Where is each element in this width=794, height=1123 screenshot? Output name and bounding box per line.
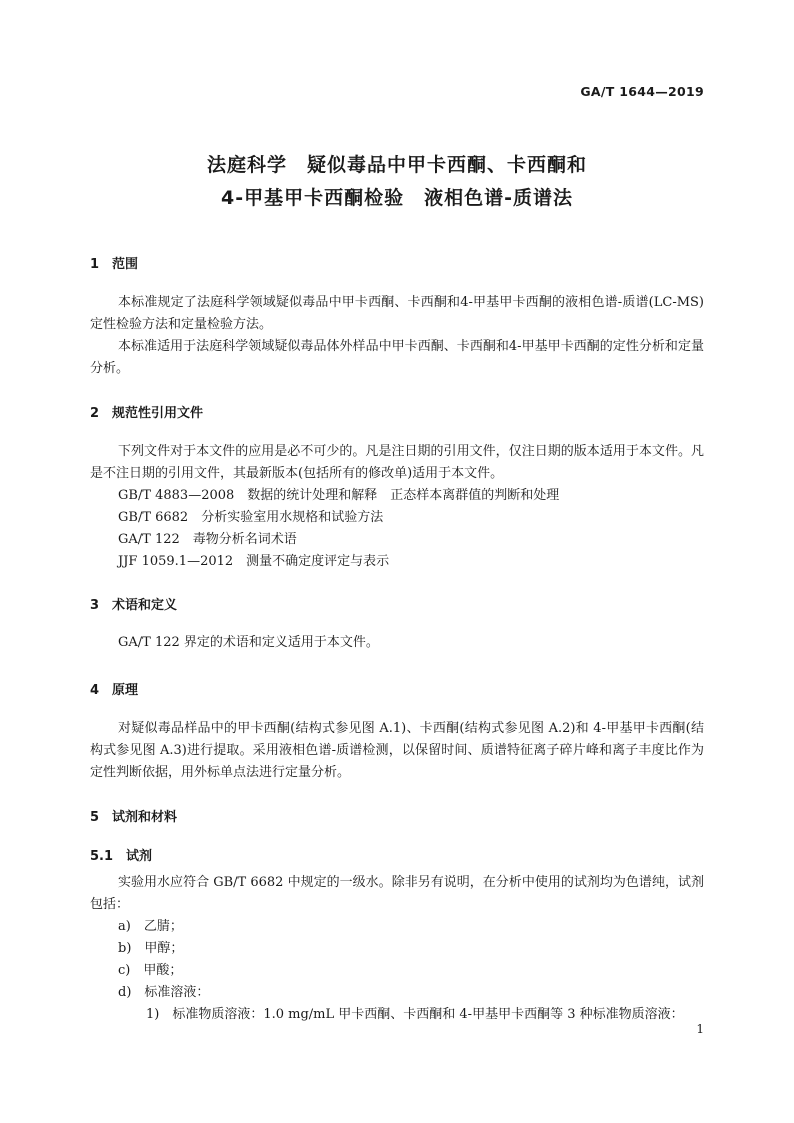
reference-item: JJF 1059.1—2012 测量不确定度评定与表示 [118,554,390,569]
section-4-heading: 4 原理 [90,683,139,698]
section-2-heading: 2 规范性引用文件 [90,406,204,421]
list-item: a) 乙腈； [118,919,183,934]
list-item: d) 标准溶液： [118,985,210,1000]
section-1-paragraph-2: 本标准适用于法庭科学领域疑似毒品体外样品中甲卡西酮、卡西酮和4-甲基甲卡西酮的定性分析和定量分析。 [90,339,704,376]
section-2-paragraph-1: 下列文件对于本文件的应用是必不可少的。凡是注日期的引用文件，仅注日期的版本适用于本文件。凡是不注日期的引用文件，其最新版本(包括所有的修改单)适用于本文件。 [90,444,704,481]
list-item: c) 甲酸； [118,963,183,978]
section-5-heading: 5 试剂和材料 [90,810,178,825]
page-number: 1 [696,1022,704,1036]
list-item: b) 甲醇； [118,941,184,956]
section-3-heading: 3 术语和定义 [90,598,178,613]
section-5-1-heading: 5.1 试剂 [90,849,153,864]
standard-number: GA/T 1644—2019 [580,84,704,99]
section-1-paragraph-1: 本标准规定了法庭科学领域疑似毒品中甲卡西酮、卡西酮和4-甲基甲卡西酮的液相色谱-质谱(LC-MS)定性检验方法和定量检验方法。 [90,295,704,332]
section-1-heading: 1 范围 [90,257,139,272]
section-3-paragraph-1: GA/T 122 界定的术语和定义适用于本文件。 [118,635,379,650]
reference-item: GB/T 6682 分析实验室用水规格和试验方法 [118,510,384,525]
document-title-line-2: 4-甲基甲卡西酮检验 液相色谱-质谱法 [221,187,573,209]
sub-list-item: 1) 标准物质溶液：1.0 mg/mL 甲卡西酮、卡西酮和 4-甲基甲卡西酮等 3 种标准物质溶液： [146,1007,684,1022]
section-5-1-paragraph-1: 实验用水应符合 GB/T 6682 中规定的一级水。除非另有说明，在分析中使用的试剂均为色谱纯，试剂包括： [90,875,704,912]
document-title-line-1: 法庭科学 疑似毒品中甲卡西酮、卡西酮和 [206,154,587,176]
reference-item: GB/T 4883—2008 数据的统计处理和解释 正态样本离群值的判断和处理 [118,488,560,503]
reference-item: GA/T 122 毒物分析名词术语 [118,532,297,547]
section-4-paragraph-1: 对疑似毒品样品中的甲卡西酮(结构式参见图 A.1)、卡西酮(结构式参见图 A.2)和 4-甲基甲卡西酮(结构式参见图 A.3)进行提取。采用液相色谱-质谱检测，以保留时间、质谱特征离子碎片峰和离子丰度比作为定性判断依据，用外标单点法进行定量分析。 [90,721,704,780]
